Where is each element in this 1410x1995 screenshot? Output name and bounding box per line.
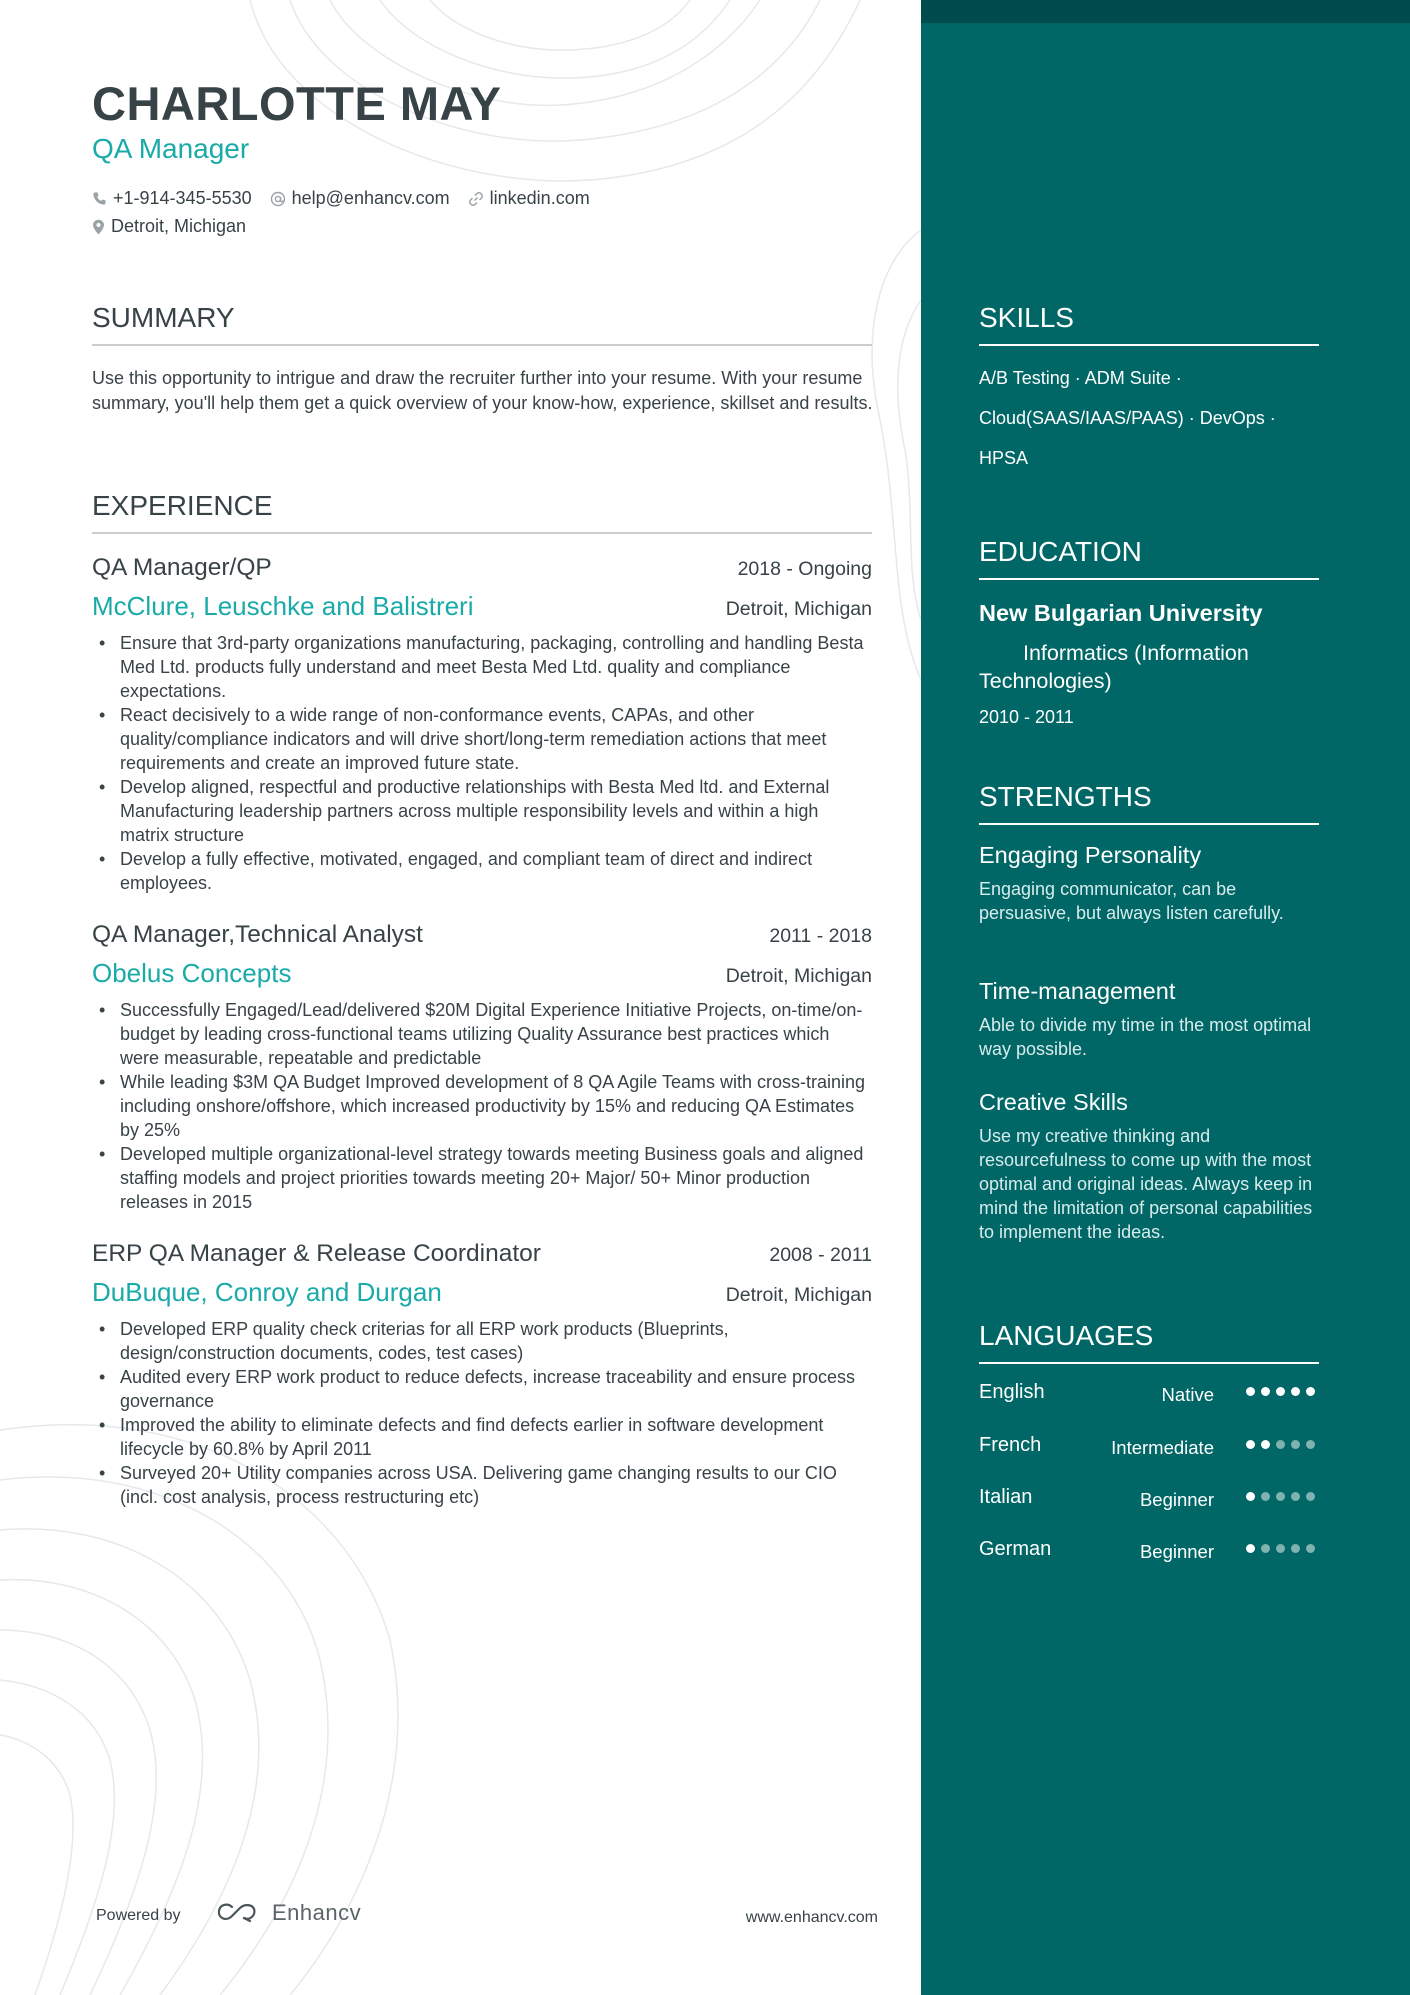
strength-description: Able to divide my time in the most optimal way possible. <box>979 1015 1312 1059</box>
strength-description: Engaging communicator, can be persuasive, but always listen carefully. <box>979 879 1284 923</box>
strengths-heading: STRENGTHS <box>979 781 1319 825</box>
language-name: German <box>979 1538 1052 1560</box>
job-header <box>92 554 872 582</box>
skills-line: Cloud(SAAS/IAAS/PAAS) · DevOps · <box>979 408 1276 428</box>
job-bullet: • While leading $3M QA Budget Improved development of 8 QA Agile Teams with cross-training including onshore/offshore, which increased productivity by 15% and reducing QA Estimates by 25% <box>92 1070 872 1142</box>
rating-dot-empty <box>1276 1492 1285 1501</box>
job-company: Obelus Concepts <box>92 958 292 988</box>
job-header <box>92 1240 872 1268</box>
rating-dot-empty <box>1261 1544 1270 1553</box>
job-bullet: • Developed ERP quality check criterias for all ERP work products (Blueprints, design/construction documents, codes, test cases) <box>92 1317 872 1365</box>
enhancv-logo[interactable] <box>214 1900 361 1926</box>
experience-heading: EXPERIENCE <box>92 490 872 534</box>
rating-dot-empty <box>1276 1544 1285 1553</box>
rating-dot-filled <box>1246 1387 1255 1396</box>
job-location: Detroit, Michigan <box>725 965 872 987</box>
job-title: QA Manager/QP <box>92 554 272 581</box>
rating-dot-filled <box>1291 1387 1300 1396</box>
summary-text: Use this opportunity to intrigue and draw the recruiter further into your resume. With your resume summary, you'll help them get a quick overview of your know-how, experience, skillset and results. <box>92 368 873 413</box>
rating-dot-filled <box>1306 1387 1315 1396</box>
strength-item <box>979 842 1319 925</box>
job-bullet: • Surveyed 20+ Utility companies across USA. Delivering game changing results to our CIO (incl. cost analysis, process restructuring etc) <box>92 1461 872 1509</box>
job-bullet: • Develop aligned, respectful and productive relationships with Besta Med ltd. and External Manufacturing leadership partners across multiple responsibility levels and within a high matrix structure <box>92 775 872 847</box>
education-dates: 2010 - 2011 <box>979 707 1074 727</box>
job-entry <box>92 921 872 1214</box>
rating-dot-filled <box>1246 1544 1255 1553</box>
rating-dot-empty <box>1291 1544 1300 1553</box>
job-entry <box>92 554 872 895</box>
languages-heading: LANGUAGES <box>979 1320 1319 1364</box>
enhancv-logo-text: Enhancv <box>272 1900 362 1925</box>
rating-dot-filled <box>1276 1387 1285 1396</box>
skills-list <box>979 358 1319 478</box>
job-bullets <box>92 998 872 1214</box>
rating-dot-empty <box>1291 1440 1300 1449</box>
strength-description: Use my creative thinking and resourcefulness to come up with the most optimal and original ideas. Always keep in mind the limitation of personal capabilities to implement the ideas. <box>979 1126 1313 1242</box>
job-bullet: • Audited every ERP work product to reduce defects, increase traceability and ensure process governance <box>92 1365 872 1413</box>
job-dates: 2011 - 2018 <box>769 925 872 947</box>
education-school: New Bulgarian University <box>979 600 1263 626</box>
contact-phone[interactable]: +1-914-345-5530 <box>92 188 252 209</box>
job-bullet: • Improved the ability to eliminate defects and find defects earlier in software development lifecycle by 60.8% by April 2011 <box>92 1413 872 1461</box>
job-entry <box>92 1240 872 1509</box>
link-icon <box>468 191 484 207</box>
rating-dot-filled <box>1246 1492 1255 1501</box>
job-title: ERP QA Manager & Release Coordinator <box>92 1240 541 1267</box>
powered-by-label: Powered by <box>96 1907 181 1924</box>
language-level: Beginner <box>1139 1541 1214 1562</box>
rating-dot-empty <box>1276 1440 1285 1449</box>
language-row <box>979 1538 1319 1568</box>
language-rating <box>1240 1440 1315 1449</box>
language-level: Beginner <box>1139 1489 1214 1510</box>
rating-dot-filled <box>1261 1440 1270 1449</box>
phone-icon <box>92 191 107 206</box>
strength-item <box>979 1089 1319 1244</box>
education-heading: EDUCATION <box>979 536 1319 580</box>
language-rating <box>1240 1387 1315 1396</box>
rating-dot-filled <box>1261 1387 1270 1396</box>
education-entry <box>979 600 1319 728</box>
language-rating <box>1240 1544 1315 1553</box>
language-row <box>979 1486 1319 1516</box>
summary-heading: SUMMARY <box>92 302 872 346</box>
job-bullet: • Ensure that 3rd-party organizations manufacturing, packaging, controlling and handling Besta Med Ltd. products fully understand and meet Besta Med Ltd. quality and compliance expectations. <box>92 631 872 703</box>
contact-location: Detroit, Michigan <box>92 216 246 237</box>
strength-title: Creative Skills <box>979 1089 1128 1115</box>
strength-title: Engaging Personality <box>979 842 1202 868</box>
rating-dot-empty <box>1306 1544 1315 1553</box>
enhancv-logo-icon <box>214 1901 262 1925</box>
strength-item <box>979 978 1319 1061</box>
job-company: McClure, Leuschke and Balistreri <box>92 591 474 621</box>
job-dates: 2008 - 2011 <box>769 1244 872 1266</box>
contact-location-row <box>92 216 264 237</box>
job-location: Detroit, Michigan <box>725 598 872 620</box>
language-rating <box>1240 1492 1315 1501</box>
job-bullet: • Develop a fully effective, motivated, engaged, and compliant team of direct and indirect employees. <box>92 847 872 895</box>
job-dates: 2018 - Ongoing <box>737 558 872 580</box>
job-company: DuBuque, Conroy and Durgan <box>92 1277 442 1307</box>
candidate-role: QA Manager <box>92 133 250 164</box>
job-title: QA Manager,Technical Analyst <box>92 921 423 948</box>
strength-title: Time-management <box>979 978 1176 1004</box>
contact-linkedin[interactable]: linkedin.com <box>468 188 590 209</box>
contact-email[interactable]: help@enhancv.com <box>270 188 450 209</box>
candidate-name: CHARLOTTE MAY <box>92 77 502 130</box>
rating-dot-empty <box>1306 1440 1315 1449</box>
language-level: Native <box>1161 1384 1214 1405</box>
job-company-row <box>92 591 872 622</box>
rating-dot-empty <box>1306 1492 1315 1501</box>
education-field: Informatics (Information Technologies) <box>979 641 1249 693</box>
rating-dot-empty <box>1261 1492 1270 1501</box>
job-bullets <box>92 631 872 895</box>
language-name: French <box>979 1434 1042 1456</box>
skills-line: A/B Testing · ADM Suite · <box>979 368 1182 388</box>
rating-dot-empty <box>1291 1492 1300 1501</box>
language-name: Italian <box>979 1486 1033 1508</box>
rating-dot-filled <box>1246 1440 1255 1449</box>
skills-heading: SKILLS <box>979 302 1319 346</box>
language-level: Intermediate <box>1111 1437 1214 1458</box>
at-icon <box>270 191 286 207</box>
skills-line: HPSA <box>979 448 1029 468</box>
job-company-row <box>92 958 872 989</box>
job-company-row <box>92 1277 872 1308</box>
job-bullet: • Successfully Engaged/Lead/delivered $20M Digital Experience Initiative Projects, on-time/on-budget by leading cross-functional teams utilizing Quality Assurance best practices which were measurable, repeatable and predictable <box>92 998 872 1070</box>
job-location: Detroit, Michigan <box>725 1284 872 1306</box>
footer-website[interactable]: www.enhancv.com <box>745 1909 878 1926</box>
language-name: English <box>979 1381 1045 1403</box>
location-pin-icon <box>92 219 105 235</box>
sidebar-top-bar <box>921 0 1410 23</box>
language-row <box>979 1434 1319 1464</box>
job-bullet: • React decisively to a wide range of non-conformance events, CAPAs, and other quality/compliance indicators and will drive short/long-term remediation actions that meet requirements and create an improved future state. <box>92 703 872 775</box>
job-bullet: • Developed multiple organizational-level strategy towards meeting Business goals and aligned staffing models and project priorities towards meeting 20+ Major/ 50+ Minor production releases in 2015 <box>92 1142 872 1214</box>
language-row <box>979 1381 1319 1411</box>
job-header <box>92 921 872 949</box>
job-bullets <box>92 1317 872 1509</box>
contact-row <box>92 188 608 209</box>
